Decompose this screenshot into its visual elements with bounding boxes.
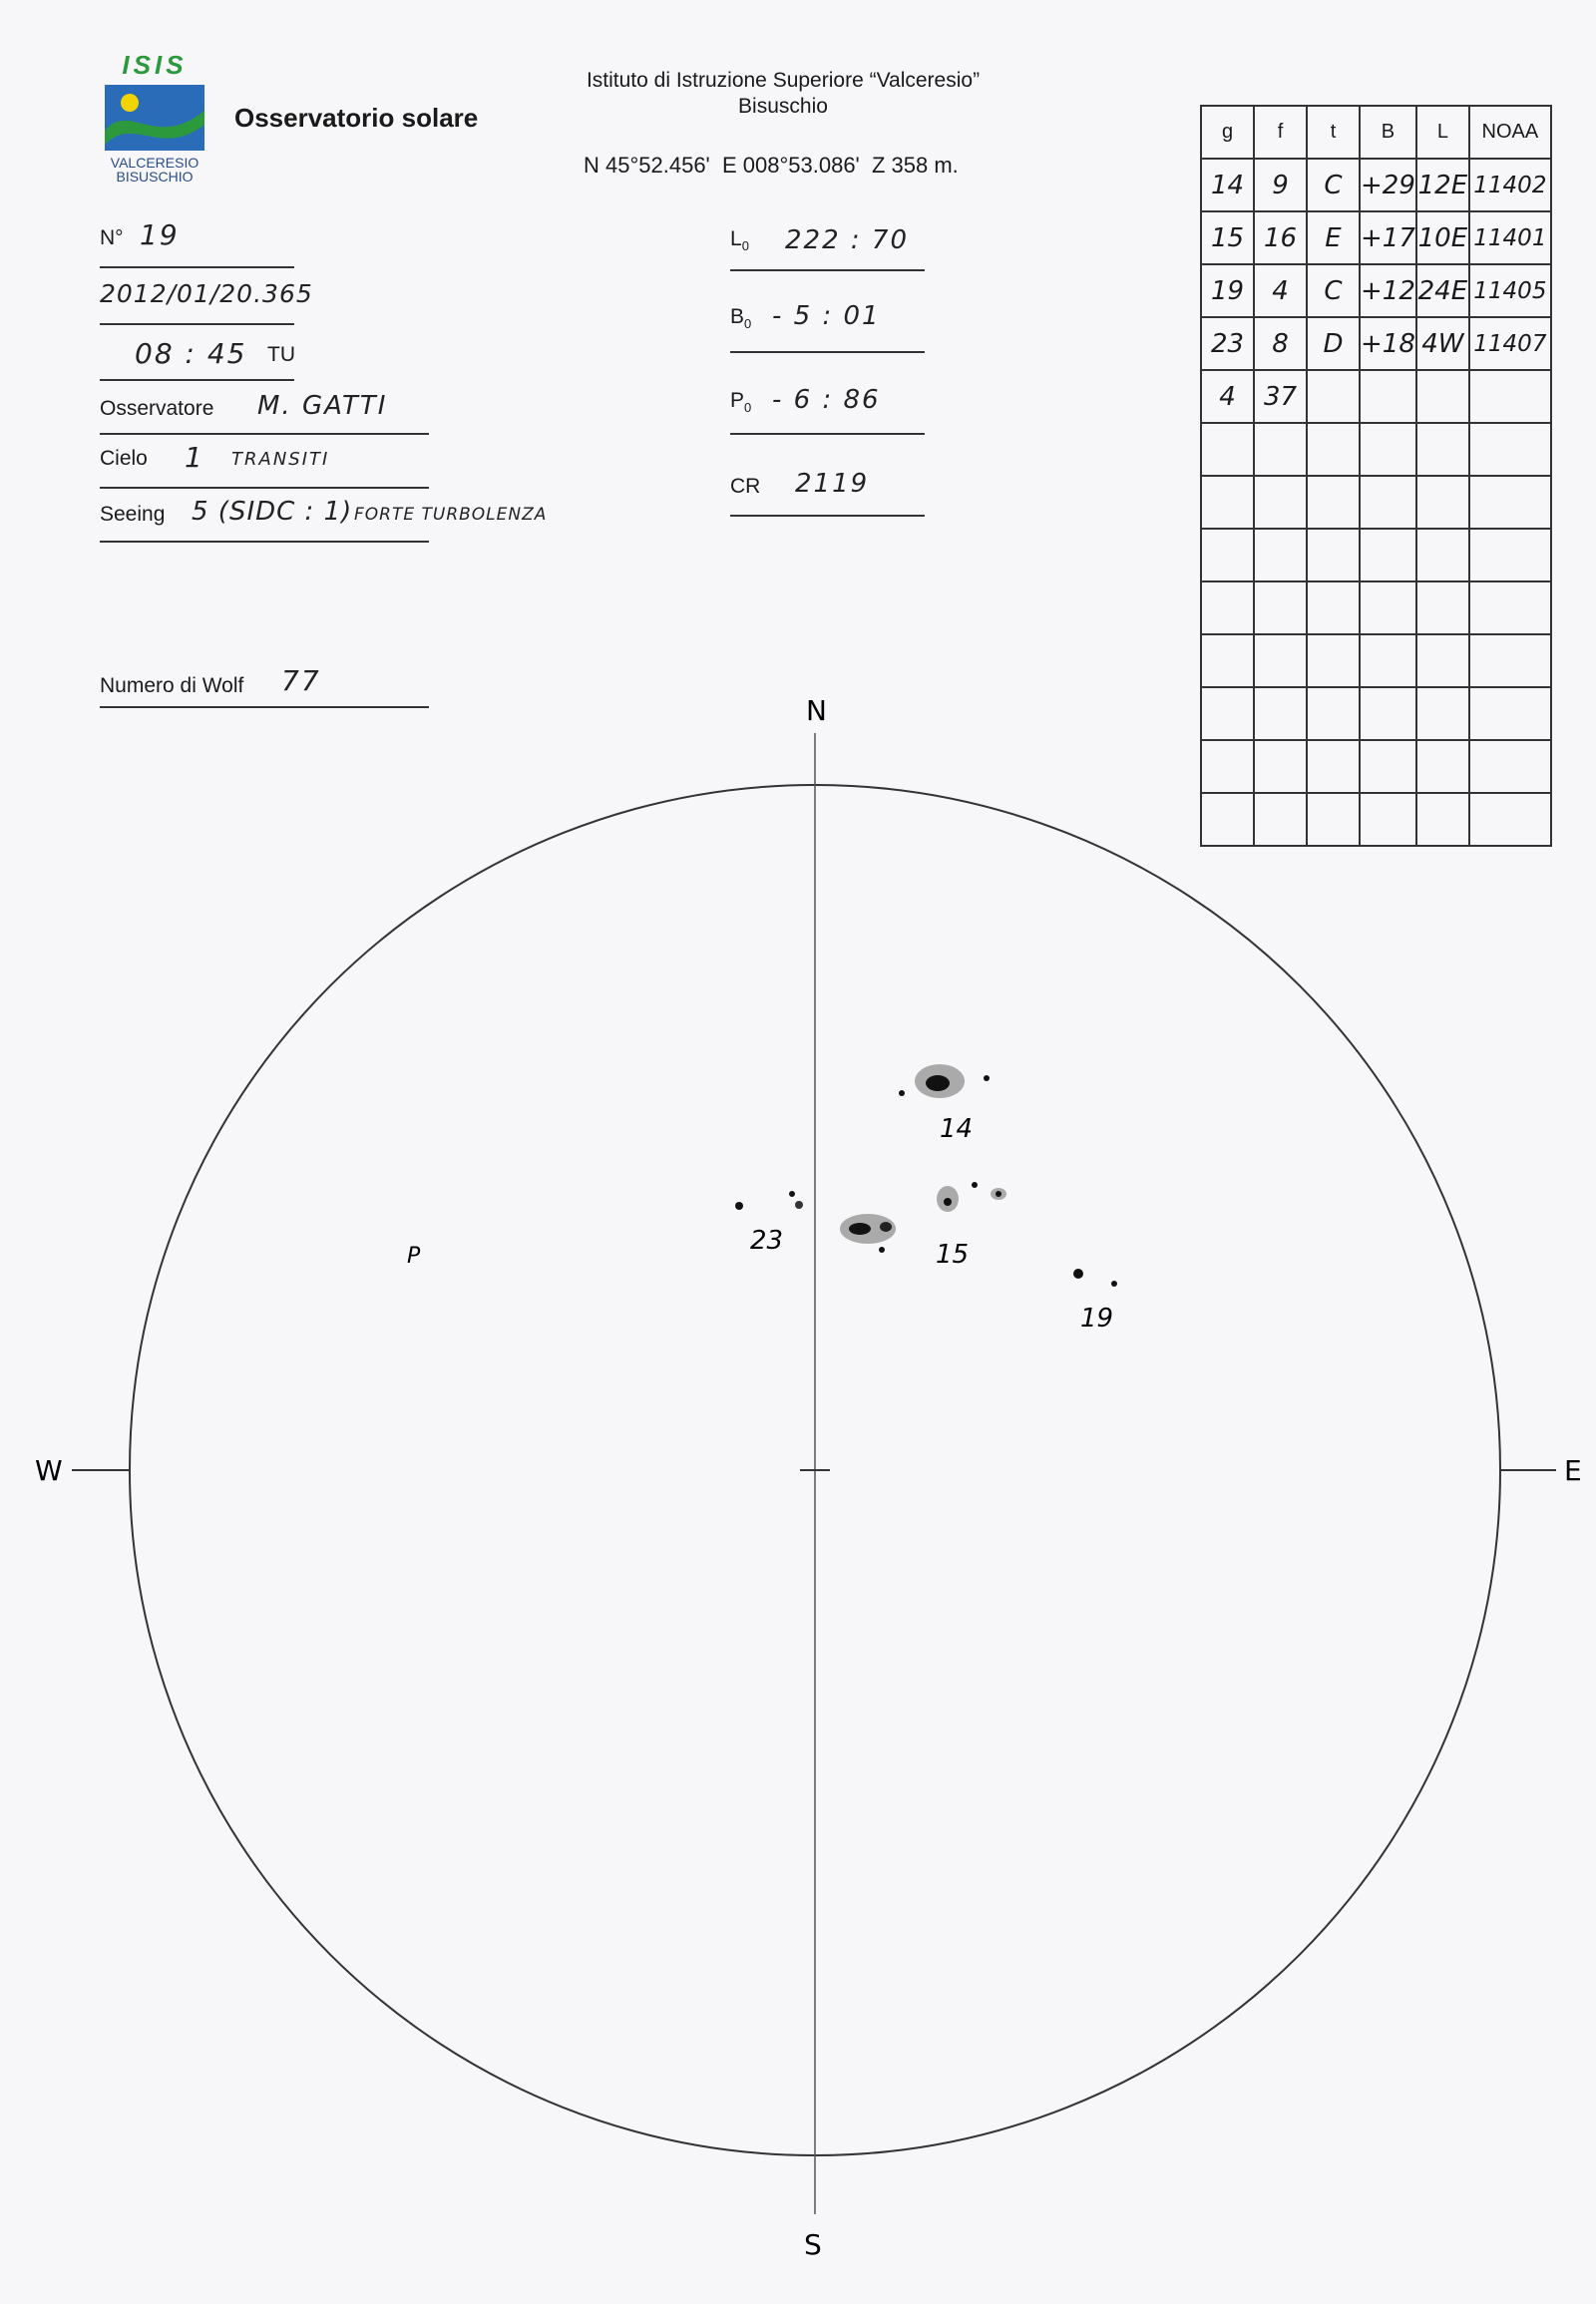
table-header-cell: L	[1416, 106, 1469, 159]
field-sky	[100, 435, 429, 489]
group-label-14: 14	[940, 1114, 974, 1144]
table-row	[1201, 476, 1551, 529]
field-datetime	[100, 271, 313, 325]
logo-brand: ISIS	[122, 50, 188, 80]
table-cell	[1416, 634, 1469, 687]
table-row	[1201, 581, 1551, 634]
table-cell: 23	[1201, 317, 1254, 370]
solar-disk-drawing	[0, 698, 1596, 2294]
l0-label: $L_0$	[730, 227, 749, 254]
table-cell: 14	[1201, 159, 1254, 211]
table-cell: 4W	[1416, 317, 1469, 370]
table-cell: 4	[1201, 370, 1254, 423]
institute-name	[519, 68, 1047, 120]
page-title: Osservatorio solare	[234, 103, 479, 133]
group-label-23: 23	[750, 1226, 784, 1256]
table-header-cell: f	[1254, 106, 1307, 159]
field-cr	[730, 463, 925, 517]
table-cell	[1416, 476, 1469, 529]
table-cell	[1469, 529, 1551, 581]
table-cell: 16	[1254, 211, 1307, 264]
table-header-row	[1201, 106, 1551, 159]
table-row	[1201, 529, 1551, 581]
table-cell	[1360, 370, 1416, 423]
table-row	[1201, 370, 1551, 423]
seeing-note: FORTE TURBOLENZA	[354, 505, 548, 525]
table-cell: 8	[1254, 317, 1307, 370]
institute-line1: Istituto di Istruzione Superiore “Valceresio”	[586, 69, 981, 92]
table-cell: 11407	[1469, 317, 1551, 370]
table-cell: 19	[1201, 264, 1254, 317]
field-p0	[730, 381, 925, 435]
pole-mark: P	[407, 1244, 421, 1269]
table-cell: +17	[1360, 211, 1416, 264]
table-cell	[1254, 529, 1307, 581]
logo-line2: BISUSCHIO	[116, 169, 194, 185]
table-cell	[1416, 423, 1469, 476]
table-cell: 9	[1254, 159, 1307, 211]
wolf-value: 77	[281, 664, 321, 697]
observer-label: Osservatore	[100, 397, 214, 420]
p0-value: - 6 : 86	[772, 385, 881, 415]
table-cell: 15	[1201, 211, 1254, 264]
sky-note: TRANSITI	[231, 449, 330, 470]
table-cell: +18	[1360, 317, 1416, 370]
table-header-cell: g	[1201, 106, 1254, 159]
table-cell	[1307, 423, 1360, 476]
institute-logo	[100, 50, 209, 185]
table-cell	[1201, 581, 1254, 634]
north-label: N	[806, 698, 827, 727]
cr-value: 2119	[795, 469, 870, 499]
table-cell	[1254, 634, 1307, 687]
number-value: 19	[140, 218, 180, 251]
table-cell	[1201, 634, 1254, 687]
seeing-label: Seeing	[100, 503, 166, 526]
cr-label: CR	[730, 475, 761, 498]
seeing-value: 5 (SIDC : 1)	[192, 497, 353, 527]
sunspot-group-15	[840, 1182, 1006, 1253]
sky-label: Cielo	[100, 447, 148, 470]
table-row	[1201, 264, 1551, 317]
table-cell: 24E	[1416, 264, 1469, 317]
table-cell: C	[1307, 264, 1360, 317]
table-cell	[1469, 476, 1551, 529]
field-seeing	[100, 489, 548, 543]
table-row	[1201, 159, 1551, 211]
table-cell	[1307, 370, 1360, 423]
l0-value: 222 : 70	[785, 225, 909, 255]
table-cell: 12E	[1416, 159, 1469, 211]
east-label: E	[1564, 1454, 1582, 1487]
table-cell: 10E	[1416, 211, 1469, 264]
table-cell	[1360, 529, 1416, 581]
field-time	[100, 327, 294, 381]
time-unit: TU	[267, 343, 295, 366]
table-cell	[1254, 581, 1307, 634]
logo-emblem-icon	[100, 81, 209, 156]
table-row	[1201, 423, 1551, 476]
observer-value: M. GATTI	[257, 391, 388, 421]
observatory-coords: N 45°52.456' E 008°53.086' Z 358 m.	[584, 153, 959, 178]
table-cell	[1201, 423, 1254, 476]
logo-line1: VALCERESIO	[110, 155, 200, 171]
number-label: N°	[100, 226, 124, 249]
table-cell	[1416, 370, 1469, 423]
table-cell	[1201, 529, 1254, 581]
table-cell	[1254, 476, 1307, 529]
table-cell	[1307, 634, 1360, 687]
group-label-15: 15	[936, 1240, 970, 1270]
table-cell	[1254, 423, 1307, 476]
group-label-19: 19	[1080, 1304, 1114, 1334]
table-row	[1201, 317, 1551, 370]
table-cell: D	[1307, 317, 1360, 370]
table-cell	[1469, 423, 1551, 476]
table-cell	[1307, 476, 1360, 529]
south-label: S	[804, 2228, 822, 2261]
table-row	[1201, 211, 1551, 264]
field-l0	[730, 217, 925, 271]
table-cell: +29	[1360, 159, 1416, 211]
table-cell	[1469, 370, 1551, 423]
table-cell	[1360, 634, 1416, 687]
time-value: 08 : 45	[135, 337, 247, 370]
field-number	[100, 214, 294, 268]
b0-label: $B_0$	[730, 305, 752, 332]
datetime-value: 2012/01/20.365	[100, 279, 313, 308]
table-cell	[1201, 476, 1254, 529]
table-header-cell: B	[1360, 106, 1416, 159]
table-cell	[1360, 423, 1416, 476]
table-row	[1201, 634, 1551, 687]
table-cell: C	[1307, 159, 1360, 211]
table-cell: E	[1307, 211, 1360, 264]
field-observer	[100, 381, 429, 435]
table-cell	[1469, 581, 1551, 634]
table-cell: 11401	[1469, 211, 1551, 264]
table-cell: +12	[1360, 264, 1416, 317]
table-header-cell: NOAA	[1469, 106, 1551, 159]
institute-line2: Bisuschio	[738, 95, 828, 118]
table-cell	[1307, 581, 1360, 634]
table-cell	[1416, 581, 1469, 634]
table-cell: 4	[1254, 264, 1307, 317]
table-cell	[1307, 529, 1360, 581]
p0-label: $P_0$	[730, 389, 752, 416]
field-b0	[730, 299, 925, 353]
table-cell	[1469, 634, 1551, 687]
table-cell	[1360, 476, 1416, 529]
table-cell: 11405	[1469, 264, 1551, 317]
table-cell: 37	[1254, 370, 1307, 423]
wolf-label: Numero di Wolf	[100, 674, 244, 697]
table-cell	[1360, 581, 1416, 634]
west-label: W	[35, 1454, 63, 1487]
sunspot-group-23	[735, 1191, 803, 1210]
table-header-cell: t	[1307, 106, 1360, 159]
sunspot-group-19	[1073, 1269, 1117, 1287]
sky-value: 1	[185, 441, 204, 474]
table-cell: 11402	[1469, 159, 1551, 211]
b0-value: - 5 : 01	[772, 301, 881, 331]
table-cell	[1416, 529, 1469, 581]
sunspot-group-14	[899, 1064, 990, 1098]
